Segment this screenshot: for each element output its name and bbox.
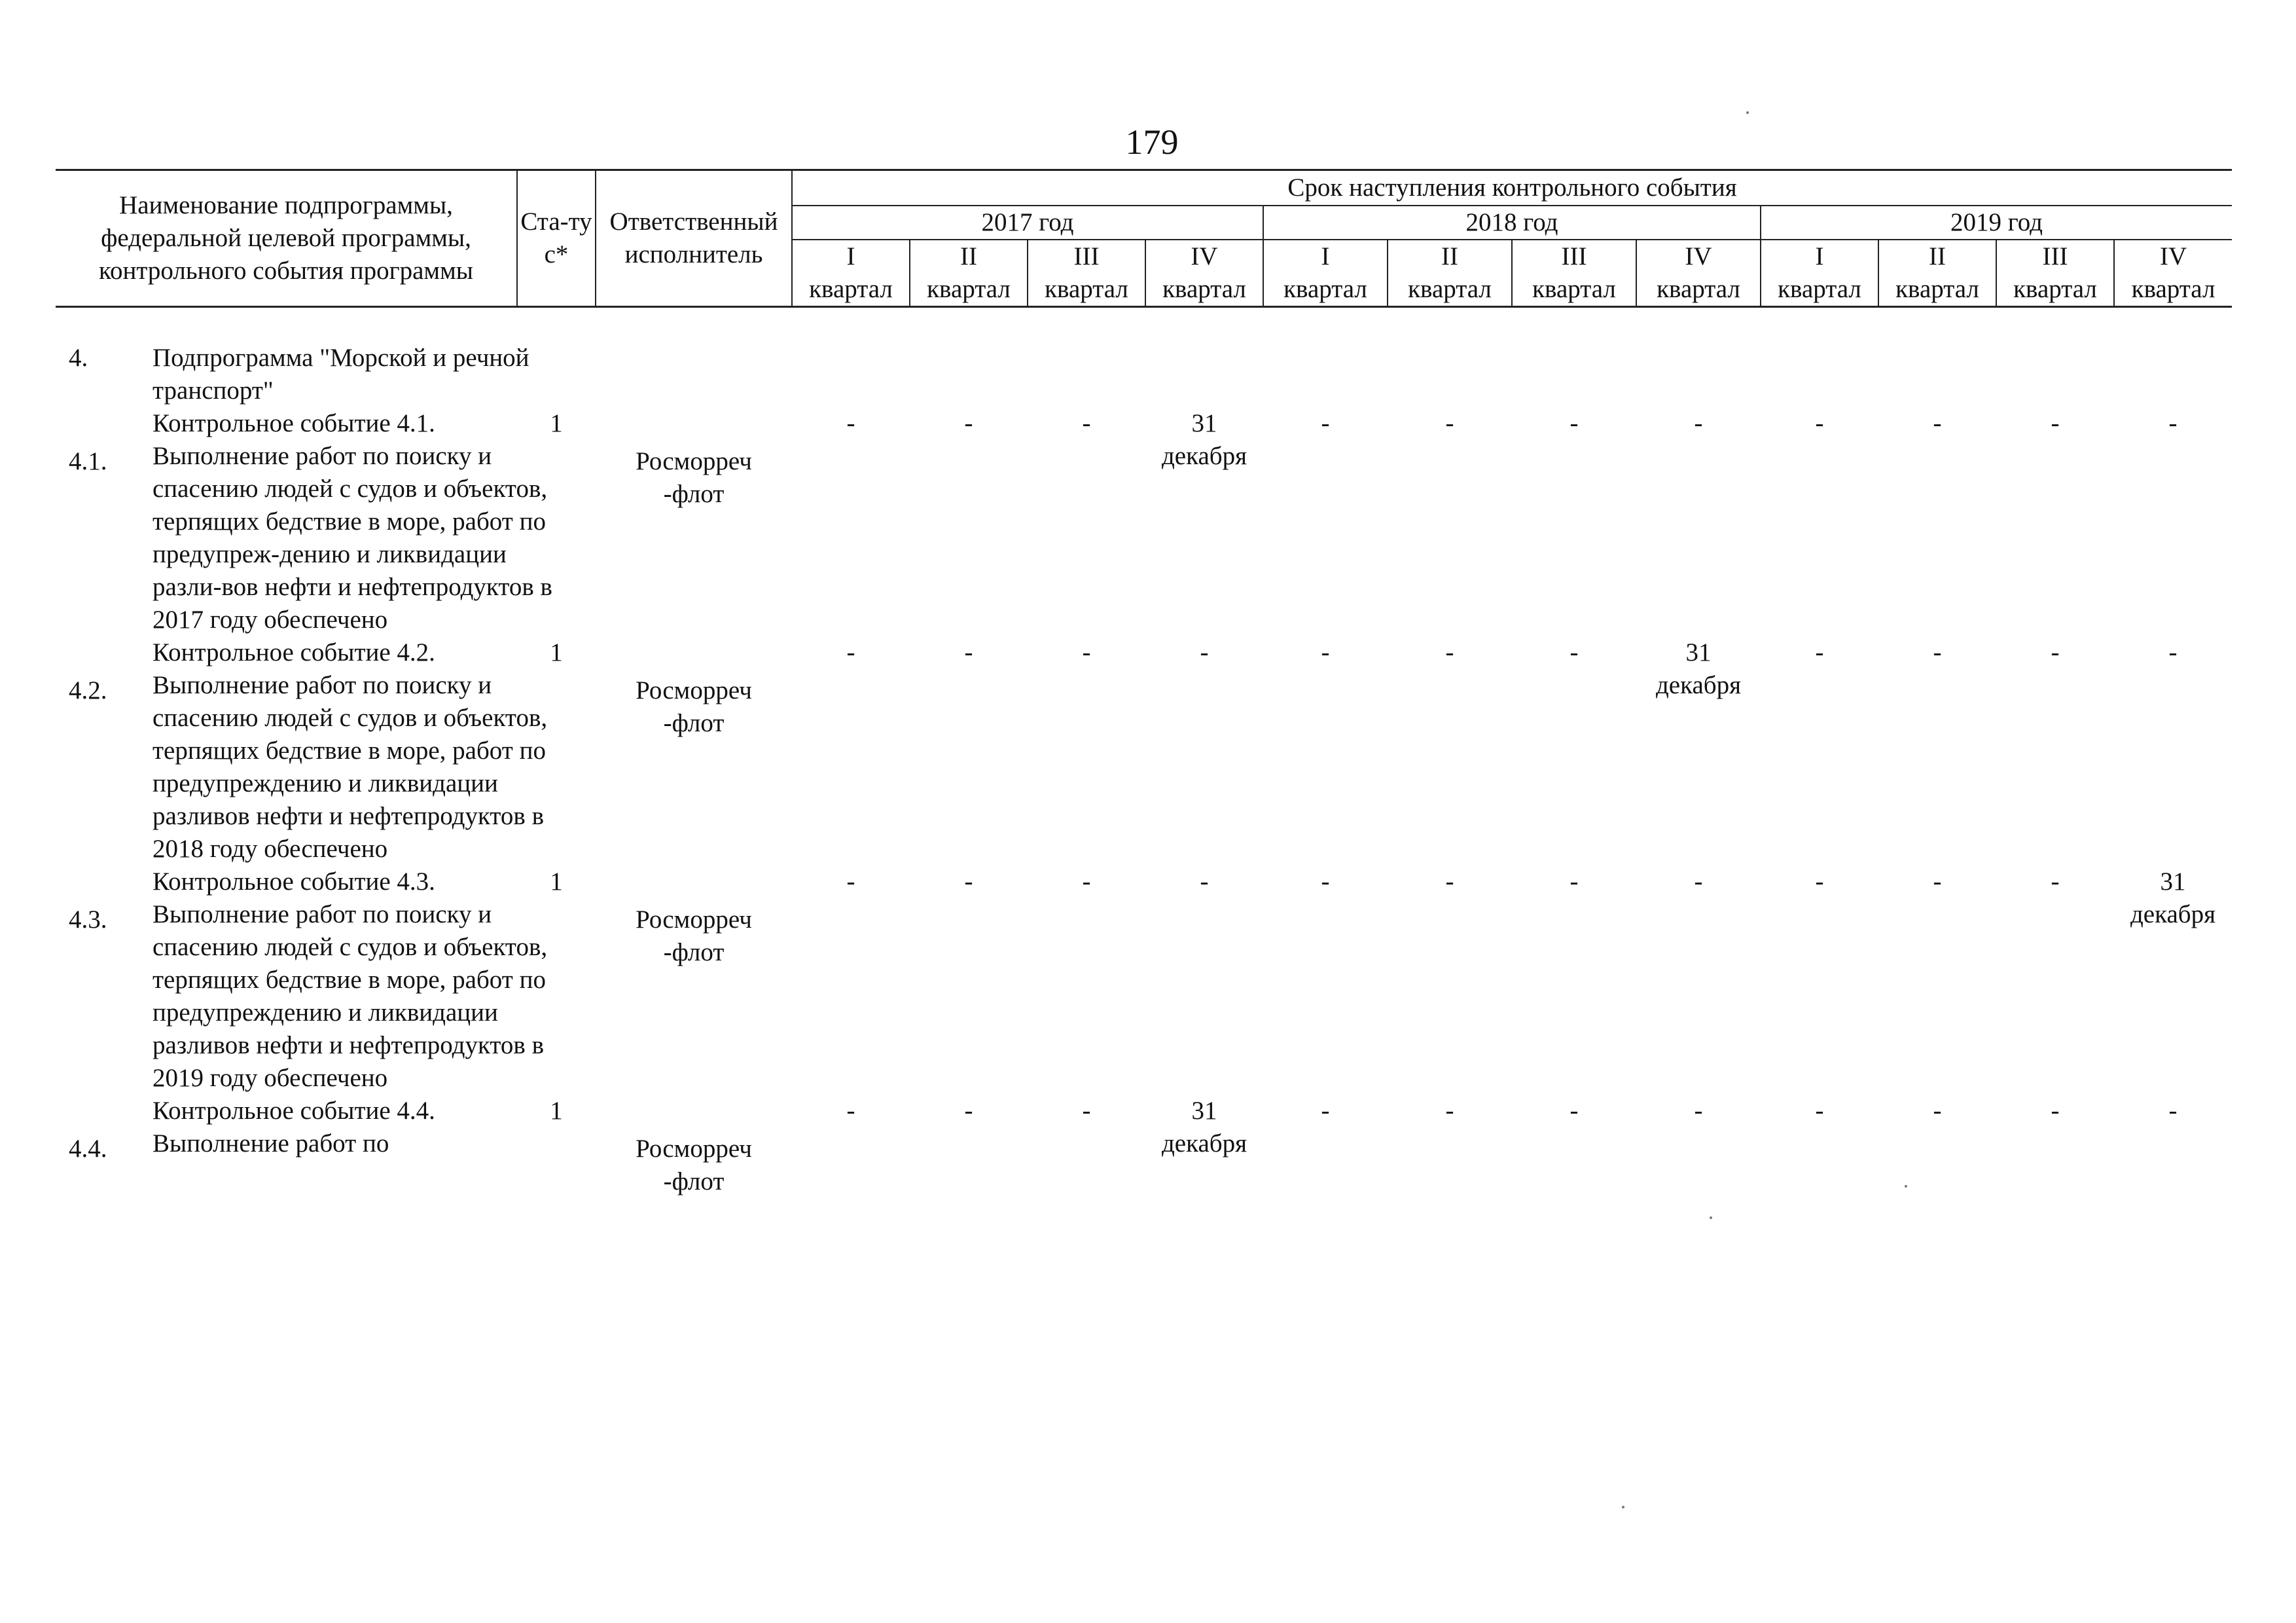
row-quarter-cell [1996, 342, 2114, 407]
row-quarter-cell [1263, 342, 1388, 407]
quarter-number: III [1561, 242, 1587, 270]
row-quarter-cell [1145, 342, 1263, 407]
row-quarter-cell [2114, 866, 2232, 1095]
empty-dash: - [1570, 638, 1579, 666]
scan-speck [1710, 1216, 1712, 1219]
empty-dash: - [1933, 867, 1942, 896]
row-quarter-cell [1878, 407, 1996, 636]
quarter-number: I [846, 242, 855, 270]
quarter-word: квартал [927, 275, 1011, 303]
empty-dash: - [1933, 409, 1942, 437]
empty-dash: - [2168, 1097, 2178, 1125]
row-quarter-cell [1512, 342, 1636, 407]
row-name-cell [56, 866, 548, 1095]
empty-dash: - [1815, 1097, 1824, 1125]
row-quarter-cell [910, 636, 1028, 866]
row-quarter-cell [910, 407, 1028, 636]
row-name-cell [56, 407, 552, 636]
quarter-number: III [2042, 242, 2068, 270]
row-number: 4.2. [69, 676, 107, 704]
deadline-date: 31 декабря [2130, 867, 2216, 928]
empty-dash: - [1570, 1097, 1579, 1125]
empty-dash: - [846, 409, 855, 437]
row-quarter-cell [1263, 407, 1388, 636]
empty-dash: - [1815, 409, 1824, 437]
empty-dash: - [1445, 1097, 1454, 1125]
header-deadline-group: Срок наступления контрольного события [792, 170, 2232, 206]
row-quarter-cell [1996, 407, 2114, 636]
quarter-number: II [960, 242, 977, 270]
row-quarter-cell [1145, 407, 1263, 636]
header-year-2018: 2018 год [1263, 206, 1761, 240]
empty-dash: - [1570, 409, 1579, 437]
empty-dash: - [1082, 638, 1091, 666]
row-quarter-cell [1636, 342, 1761, 407]
scan-speck [1622, 1506, 1624, 1508]
header-quarter-3-3 [1996, 240, 2114, 307]
empty-dash: - [1445, 638, 1454, 666]
empty-dash: - [2051, 409, 2060, 437]
header-quarter-2-1 [1263, 240, 1388, 307]
empty-dash: - [964, 1097, 973, 1125]
row-quarter-cell [1028, 342, 1145, 407]
header-quarter-2-2 [1388, 240, 1512, 307]
empty-dash: - [846, 638, 855, 666]
quarter-number: IV [2159, 242, 2187, 270]
quarter-word: квартал [809, 275, 893, 303]
row-quarter-cell [1028, 1095, 1145, 1198]
row-executor: Росморреч-флот [636, 905, 752, 966]
row-quarter-cell [1512, 866, 1636, 1095]
header-quarter-2-4 [1636, 240, 1761, 307]
quarter-word: квартал [1657, 275, 1740, 303]
row-quarter-cell [1388, 1095, 1512, 1198]
row-quarter-cell [1878, 866, 1996, 1095]
quarter-word: квартал [1162, 275, 1246, 303]
empty-dash: - [2051, 867, 2060, 896]
row-quarter-cell [1761, 407, 1878, 636]
row-quarter-cell [792, 866, 910, 1095]
table-row [56, 866, 2232, 1095]
quarter-word: квартал [1408, 275, 1492, 303]
empty-dash: - [846, 867, 855, 896]
empty-dash: - [1570, 867, 1579, 896]
empty-dash: - [1815, 638, 1824, 666]
header-quarter-1-1 [792, 240, 910, 307]
row-quarter-cell [1636, 1095, 1761, 1198]
header-quarter-3-4 [2114, 240, 2232, 307]
quarter-number: IV [1191, 242, 1218, 270]
row-quarter-cell [1996, 1095, 2114, 1198]
quarter-number: IV [1685, 242, 1712, 270]
empty-dash: - [1694, 1097, 1703, 1125]
header-quarter-1-3 [1028, 240, 1145, 307]
row-quarter-cell [1996, 866, 2114, 1095]
row-quarter-cell [1761, 342, 1878, 407]
empty-dash: - [1321, 1097, 1330, 1125]
empty-dash: - [1321, 867, 1330, 896]
empty-dash: - [1321, 638, 1330, 666]
row-quarter-cell [1263, 866, 1388, 1095]
row-quarter-cell [2114, 407, 2232, 636]
row-quarter-cell [1263, 636, 1388, 866]
row-quarter-cell [1028, 636, 1145, 866]
row-quarter-cell [2114, 636, 2232, 866]
header-quarter-2-3 [1512, 240, 1636, 307]
row-executor: Росморреч-флот [636, 1135, 752, 1195]
quarter-word: квартал [1283, 275, 1367, 303]
row-quarter-cell [1761, 1095, 1878, 1198]
empty-dash: - [1200, 638, 1209, 666]
row-quarter-cell [792, 636, 910, 866]
quarter-word: квартал [1045, 275, 1128, 303]
header-quarter-3-2 [1878, 240, 1996, 307]
row-quarter-cell [1761, 636, 1878, 866]
row-status: 1 [550, 1097, 563, 1125]
table-row [56, 636, 2232, 866]
empty-dash: - [1694, 867, 1703, 896]
row-status: 1 [550, 867, 563, 896]
table-row [56, 342, 2232, 407]
empty-dash: - [1321, 409, 1330, 437]
empty-dash: - [846, 1097, 855, 1125]
empty-dash: - [2051, 1097, 2060, 1125]
empty-dash: - [964, 409, 973, 437]
header-name-column: Наименование подпрограммы, федеральной целевой программы, контрольного события программы [56, 170, 517, 307]
header-status-column: Ста-тус* [517, 170, 596, 307]
page-number: 179 [1125, 122, 1179, 162]
empty-dash: - [2051, 638, 2060, 666]
empty-dash: - [1815, 867, 1824, 896]
row-title: Контрольное событие 4.3. Выполнение работ по поиску и спасению людей с судов и объектов, терпящих бедствие в море, работ по предупреждению и ликвидации разливов нефти и нефтепродуктов в 2019 году обеспечено [152, 867, 548, 1092]
row-number: 4.4. [69, 1135, 107, 1163]
row-title: Контрольное событие 4.4. Выполнение работ по [152, 1097, 435, 1158]
row-quarter-cell [1388, 407, 1512, 636]
table-row [56, 1095, 2232, 1198]
empty-dash: - [1082, 1097, 1091, 1125]
row-quarter-cell [1636, 407, 1761, 636]
row-quarter-cell [792, 342, 910, 407]
row-status: 1 [550, 409, 563, 437]
control-events-table [56, 169, 2232, 1198]
row-quarter-cell [910, 342, 1028, 407]
row-number: 4.3. [69, 905, 107, 934]
row-quarter-cell [1145, 636, 1263, 866]
row-quarter-cell [1512, 636, 1636, 866]
row-quarter-cell [1388, 866, 1512, 1095]
row-number: 4. [69, 344, 88, 372]
quarter-number: I [1321, 242, 1330, 270]
row-quarter-cell [1263, 1095, 1388, 1198]
row-quarter-cell [792, 407, 910, 636]
empty-dash: - [1200, 867, 1209, 896]
header-quarter-3-1 [1761, 240, 1878, 307]
row-quarter-cell [792, 1095, 910, 1198]
row-quarter-cell [2114, 342, 2232, 407]
quarter-word: квартал [2131, 275, 2215, 303]
quarter-number: III [1073, 242, 1100, 270]
table-row [56, 407, 2232, 636]
empty-dash: - [964, 867, 973, 896]
table-spacer-row [56, 307, 2232, 342]
row-quarter-cell [910, 866, 1028, 1095]
row-quarter-cell [1878, 636, 1996, 866]
empty-dash: - [1445, 409, 1454, 437]
empty-dash: - [964, 638, 973, 666]
row-quarter-cell [910, 1095, 1028, 1198]
deadline-date: 31 декабря [1161, 1097, 1247, 1158]
row-executor: Росморреч-флот [636, 676, 752, 737]
row-quarter-cell [1145, 1095, 1263, 1198]
empty-dash: - [2168, 409, 2178, 437]
row-quarter-cell [1996, 636, 2114, 866]
scan-speck [1905, 1185, 1907, 1188]
header-quarter-1-4 [1145, 240, 1263, 307]
row-quarter-cell [1388, 636, 1512, 866]
quarter-word: квартал [1532, 275, 1616, 303]
empty-dash: - [1082, 867, 1091, 896]
empty-dash: - [1694, 409, 1703, 437]
table-header [56, 170, 2232, 307]
row-name-cell [56, 342, 529, 407]
row-quarter-cell [1388, 342, 1512, 407]
row-quarter-cell [1028, 407, 1145, 636]
quarter-word: квартал [1778, 275, 1861, 303]
header-executor-column: Ответственный исполнитель [596, 170, 792, 307]
quarter-number: II [1929, 242, 1946, 270]
row-quarter-cell [1145, 866, 1263, 1095]
row-title: Подпрограмма "Морской и речной транспорт" [152, 344, 529, 405]
spacer-cell [56, 307, 2232, 342]
row-quarter-cell [1512, 407, 1636, 636]
row-status: 1 [550, 638, 563, 666]
quarter-word: квартал [1895, 275, 1979, 303]
row-name-cell [56, 1095, 517, 1198]
header-quarter-1-2 [910, 240, 1028, 307]
empty-dash: - [1933, 638, 1942, 666]
row-quarter-cell [1028, 866, 1145, 1095]
row-executor: Росморреч-флот [636, 447, 752, 508]
header-year-2017: 2017 год [792, 206, 1263, 240]
empty-dash: - [1082, 409, 1091, 437]
empty-dash: - [1933, 1097, 1942, 1125]
table-body [56, 307, 2232, 1199]
row-title: Контрольное событие 4.2. Выполнение работ по поиску и спасению людей с судов и объектов, терпящих бедствие в море, работ по предупреждению и ликвидации разливов нефти и нефтепродуктов в 2018 году обеспечено [152, 638, 548, 863]
empty-dash: - [2168, 638, 2178, 666]
row-title: Контрольное событие 4.1. Выполнение работ по поиску и спасению людей с судов и объектов, терпящих бедствие в море, работ по предупреж-дению и ликвидации разли-вов нефти и нефтепродуктов в 2017 году обеспечено [152, 409, 552, 634]
row-quarter-cell [1878, 1095, 1996, 1198]
row-name-cell [56, 636, 548, 866]
quarter-number: II [1441, 242, 1458, 270]
row-number: 4.1. [69, 447, 107, 475]
row-quarter-cell [1761, 866, 1878, 1095]
quarter-word: квартал [2013, 275, 2097, 303]
deadline-date: 31 декабря [1655, 638, 1742, 699]
scan-speck [1746, 111, 1749, 114]
row-quarter-cell [1636, 866, 1761, 1095]
row-executor [596, 342, 792, 407]
row-quarter-cell [1878, 342, 1996, 407]
deadline-date: 31 декабря [1161, 409, 1247, 470]
row-quarter-cell [1512, 1095, 1636, 1198]
header-year-2019: 2019 год [1761, 206, 2232, 240]
empty-dash: - [1445, 867, 1454, 896]
quarter-number: I [1815, 242, 1824, 270]
row-quarter-cell [2114, 1095, 2232, 1198]
row-quarter-cell [1636, 636, 1761, 866]
